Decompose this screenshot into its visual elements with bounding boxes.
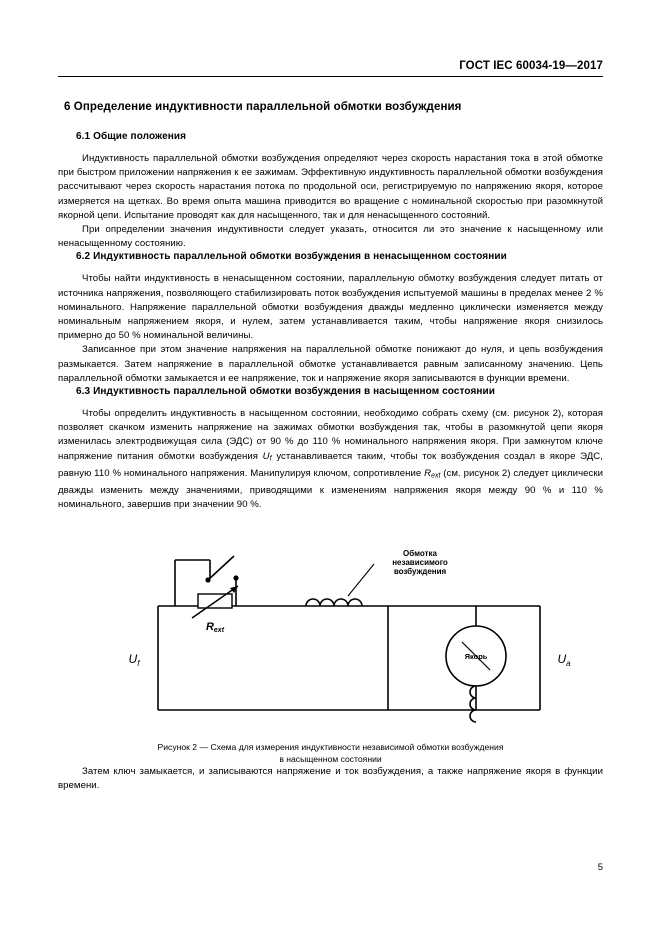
subsection-title-6-3: 6.3 Индуктивность параллельной обмотки возбуждения в насыщенном состоянии [76,386,496,398]
subsection-title-6-1: 6.1 Общие положения [76,131,187,142]
label-armature: Якорь [464,651,488,661]
label-rext: Rext [205,620,225,634]
label-uf: $U_f$ [128,651,140,668]
label-winding-line2: независимого [392,557,448,567]
page-number: 5 [597,862,603,873]
paragraph: При определении значения индуктивности следует указать, относится ли это значение к насыщенному или ненасыщенному состоянию. [58,224,603,250]
figure-caption [58,741,603,765]
subsection-title-6-2: 6.2 Индуктивность параллельной обмотки возбуждения в ненасыщенном состоянии [76,251,507,263]
figure-caption-line-2: в насыщенном состоянии [279,753,382,764]
paragraph: Чтобы найти индуктивность в ненасыщенном состоянии, параллельную обмотку возбуждения следует питать от источника напряжения, позволяющего стабилизировать поток возбуждения испытуемой машины в пределах менее 2 % номинального. Напряжение параллельной обмотки возбуждения дважды медленно циклически изменяется между номинальным напряжением якоря, и нулем, затем устанавливается таким, чтобы напряжение якоря снизилось примерно до 50 % номинальной величины. [58,273,603,342]
label-winding-line1: Обмотка [403,548,437,558]
standard-reference: ГОСТ IEC 60034-19—2017 [459,60,603,72]
paragraph: Чтобы определить индуктивность в насыщенном состоянии, необходимо собрать схему (см. рисунок 2), которая позволяет скачком изменить напряжение на зажимах обмотки возбуждения так, чтобы в разомкнутой цепи якоря изменилась электродвижущая сила (ЭДС) от 90 % до 110 % номинального напряжения якоря. При замкнутом ключе напряжение питания обмотки возбуждения $U_f$ устанавливается таким, чтобы ток возбуждения создал в якоре ЭДС, равную 110 % номинального напряжения. Манипулируя ключом, сопротивление $R_{ext}$ (см. рисунок 2) следует циклически дважды изменить между значениями, приводящими к изменениям напряжения якоря между 90 % и 110 % номинального, завершив при значении 90 %. [58,408,604,510]
label-ua: $U_a$ [557,651,571,668]
page-header [58,0,603,72]
paragraph: Затем ключ замыкается, и записываются напряжение и ток возбуждения, а также напряжение якоря в функции времени. [58,765,603,792]
page-title: 6 Определение индуктивности параллельной обмотки возбуждения [64,101,462,113]
label-winding-line3: возбуждения [393,566,447,576]
figure-caption-line-1: Рисунок 2 — Схема для измерения индуктивности независимой обмотки возбуждения [157,741,504,752]
paragraph: Записанное при этом значение напряжения на параллельной обмотке понижают до нуля, и цепь возбуждения размыкается. Затем напряжение в параллельной обмотке устанавливается равным записанному значению. Цепь параллельной обмотки замыкается и ее напряжение, ток и напряжение якоря записываются в функции времени. [58,344,603,384]
header-divider [58,76,603,77]
paragraph: Индуктивность параллельной обмотки возбуждения определяют через скорость нарастания тока в этой обмотке при быстром приложении напряжения к ее зажимам. Эффективную индуктивность параллельной обмотки возбуждения рассчитывают через скорость нарастания потока по продольной оси, регистрируемую по напряжению якоря, которое измеряется на щетках. Во время опыта машина приводится во вращение с номинальной скоростью при разомкнутой якорной цепи. Испытание проводят как для насыщенного, так и для ненасыщенного состояний. [58,153,603,221]
figure-circuit-diagram [58,538,603,733]
circuit-schematic [58,538,603,733]
